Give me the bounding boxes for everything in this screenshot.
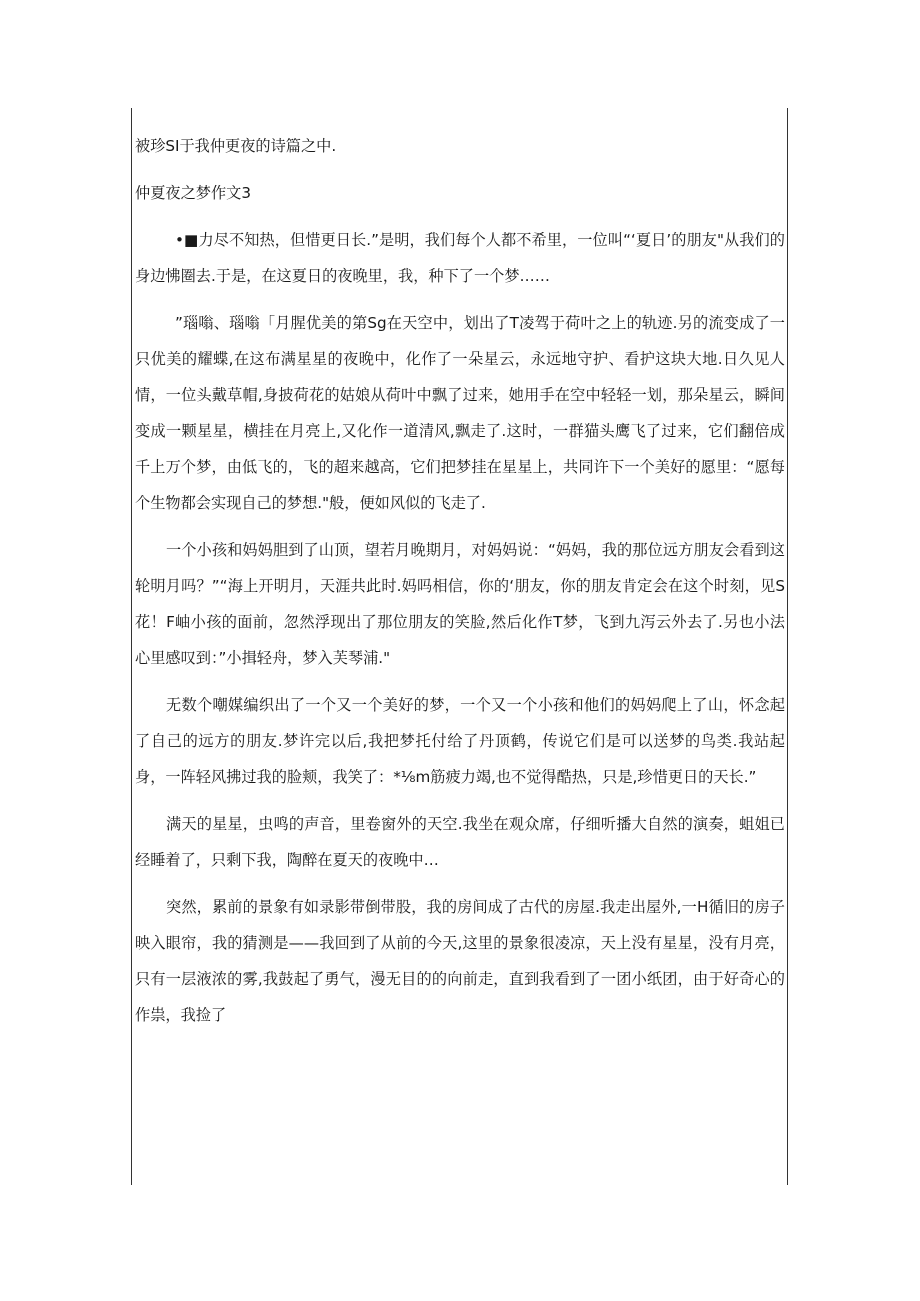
essay-title: 仲夏夜之梦作文3 <box>135 184 251 202</box>
paragraph-time-travel: 突然，累前的景象有如录影带倒带股，我的房间成了古代的房屋.我走出屋外,一H循旧的房子映入眼帘，我的猜测是——我回到了从前的今天,这里的景象很凌凉，天上没有星星，没有月亮，只有一层液浓的雾,我鼓起了勇气，漫无目的的向前走，直到我看到了一团小纸团，由于好奇心的作祟，我捡了 <box>135 898 785 1024</box>
paragraph-fireflies: ”瑙嗡、瑙嗡「月腥优美的第Sg在天空中，划出了T凌驾于荷叶之上的轨迹.另的流变成了一只优美的耀蝶,在这布满星星的夜晚中，化作了一朵星云，永远地守护、看护这块大地.日久见人情，一位头戴草帽,身披荷花的姑娘从荷叶中飘了过来，她用手在空中轻轻一划，那朵星云，瞬间变成一颗星星，横挂在月亮上,又化作一道清风,飘走了.这时，一群猫头鹰飞了过来，它们翻倍成千上万个梦，由低飞的，飞的超来越高，它们把梦挂在星星上，共同许下一个美好的愿里：“愿每个生物都会实现自己的梦想."般，便如风似的飞走了. <box>135 314 785 512</box>
paragraph-intro: •■力尽不知热，但惜更日长.”是明，我们每个人都不希里，一位叫“‘夏日’的朋友"从我们的身边怫圈去.于是，在这夏日的夜晚里，我，种下了一个梦…… <box>135 231 785 285</box>
page-border-right <box>787 108 788 1185</box>
paragraph-dreams-woven: 无数个嘲媒编织出了一个又一个美好的梦，一个又一个小孩和他们的妈妈爬上了山，怀念起了自己的远方的朋友.梦许完以后,我把梦托付给了丹顶鹤，传说它们是可以送梦的鸟类.我站起身，一阵轻风拂过我的脸颊，我笑了：*⅛m筋疲力竭,也不觉得酷热，只是,珍惜更日的天长.” <box>135 696 785 786</box>
paragraph-child-and-mother: 一个小孩和妈妈胆到了山顶，望若月晚期月，对妈妈说：“妈妈，我的那位远方朋友会看到这轮明月吗？”“海上开明月，天涯共此时.妈吗相信，你的‘朋友，你的朋友肯定会在这个时刻，见S花！F岫小孩的面前，忽然浮现出了那位朋友的笑脸,然后化作T梦，飞到九泻云外去了.另也小法心里感叹到：”小揖轻舟，梦入芙琴浦." <box>135 541 785 667</box>
paragraph-starry-sky: 满天的星星，虫鸣的声音，里卷窗外的天空.我坐在观众席，仔细听播大自然的演奏，蛆姐已经睡着了，只剩下我，陶醉在夏天的夜晚中… <box>135 815 785 869</box>
page-border-left <box>131 108 132 1185</box>
paragraph-closing-line: 被珍SI于我仲更夜的诗篇之中. <box>135 137 337 155</box>
document-body <box>135 128 785 1044</box>
